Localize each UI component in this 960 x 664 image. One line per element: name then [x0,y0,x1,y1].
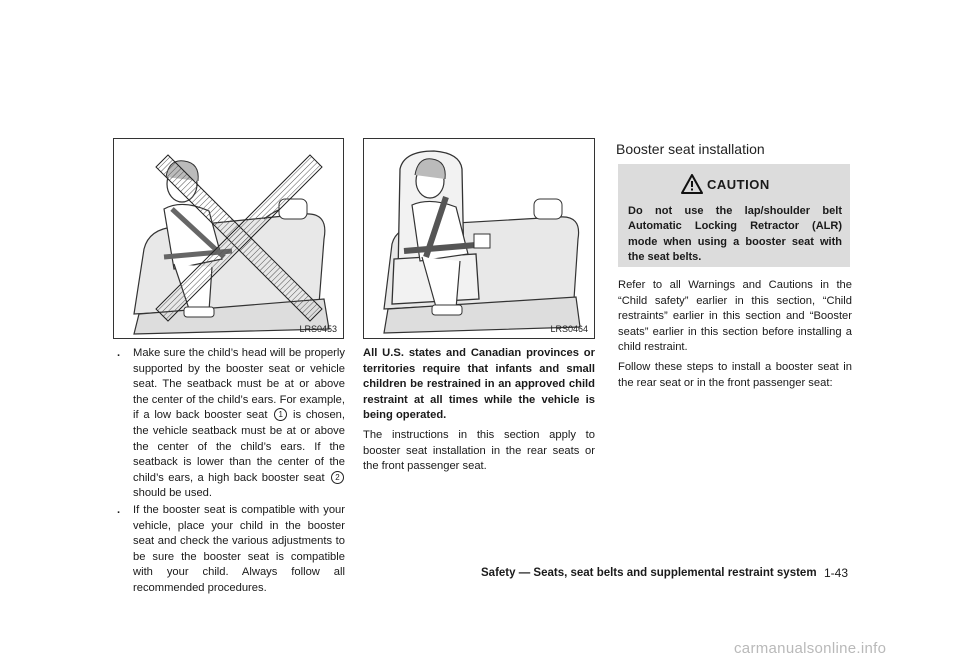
middle-column [363,346,595,475]
callout-marker-1: 1 [274,408,287,421]
list-item [113,346,345,502]
figure-booster-seat-correct [363,138,595,339]
caution-title: CAUTION [707,177,770,192]
bullet-text-part-b: is chosen, the vehicle seatback must be at or above the center of the child’s ears. If the seatback is lower than the center of the child’s ears, a high back booster seat [133,409,346,484]
right-column [618,278,852,391]
footer-section-title: Safety — Seats, seat belts and supplemental restraint system [481,567,817,579]
booster-seat-incorrect-illustration [114,139,343,338]
page-number: 1-43 [824,566,849,580]
bullet-text: If the booster seat is compatible with your vehicle, place your child in the booster seat and check the various adjustments to be sure the booster seat is compatible with your child. Always follow all recommended procedures. [133,503,345,594]
bullet-text-part-c: should be used. [133,487,212,500]
left-column [113,346,345,597]
callout-marker-2: 2 [331,471,344,484]
caution-box [618,164,850,267]
figure-code-left: LRS0453 [299,324,337,334]
reference-paragraph: Refer to all Warnings and Cautions in the “Child safety” earlier in this section, “Child restraints” earlier in this section and “Booster seats” earlier in this section before installing a child restraint. [618,279,852,354]
figure-code-middle: LRS0464 [550,324,588,334]
steps-intro-paragraph: Follow these steps to install a booster seat in the rear seat or in the front passenger seat: [618,360,852,389]
booster-seat-correct-illustration [364,139,594,338]
bullet-marker: . [117,347,121,359]
figure-booster-seat-incorrect [113,138,344,339]
bullet-marker: . [117,503,121,516]
section-heading: Booster seat installation [616,141,765,157]
warning-triangle-icon [681,174,703,194]
watermark: carmanualsonline.info [734,640,887,657]
instructions-paragraph: The instructions in this section apply to booster seat installation in the rear seats or the front passenger seat. [363,428,595,473]
caution-text: Do not use the lap/shoulder belt Automatic Locking Retractor (ALR) mode when using a booster seat with the seat belts. [628,205,842,264]
bullet-text-part-a: Make sure the child’s head will be properly supported by the booster seat or vehicle seat. The seatback must be at or above the center of the child’s ears. For example, if a low back booster seat [133,347,345,422]
requirement-paragraph: All U.S. states and Canadian provinces or territories require that infants and small children be restrained in an approved child restraint at all times while the vehicle is being operated. [363,347,595,422]
list-item [113,503,345,597]
